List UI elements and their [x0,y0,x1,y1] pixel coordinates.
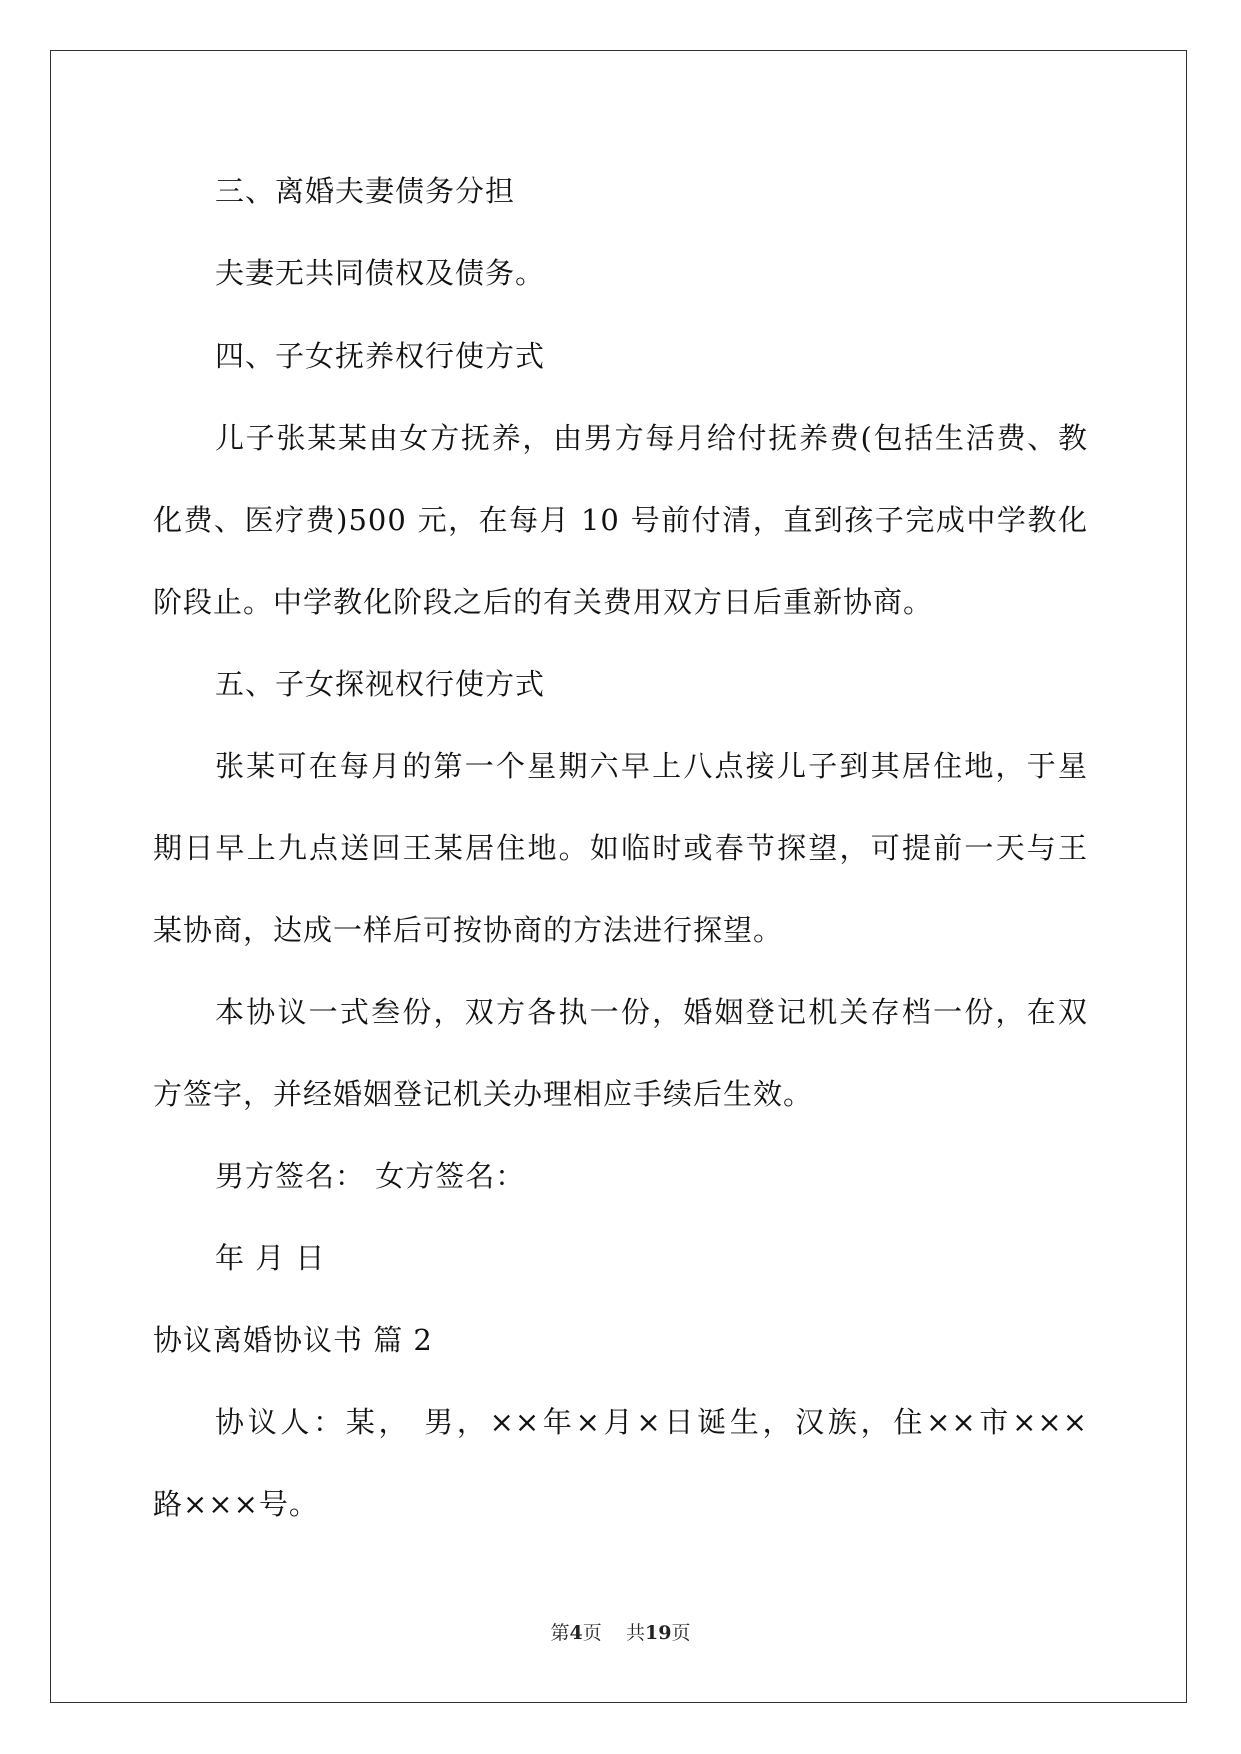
section-heading-debts: 三、离婚夫妻债务分担 [215,174,516,208]
paragraph-line: 张某可在每月的第一个星期六早上八点接儿子到其居住地，于星 [215,749,1088,783]
footer-prefix: 第 [550,1622,570,1644]
paragraph-line: 阶段止。中学教化阶段之后的有关费用双方日后重新协商。 [153,585,934,619]
paragraph-line: 方签字，并经婚姻登记机关办理相应手续后生效。 [153,1077,814,1111]
paragraph-line: 某协商，达成一样后可按协商的方法进行探望。 [153,913,784,947]
current-page-number: 4 [569,1622,583,1644]
page-footer [0,1621,1241,1645]
document-title-part-2: 协议离婚协议书 篇 2 [153,1323,433,1357]
section-heading-visitation: 五、子女探视权行使方式 [215,667,546,701]
paragraph-line: 协议人：某， 男，××年×月×日诞生，汉族，住××市××× [215,1405,1088,1439]
paragraph-line: 儿子张某某由女方抚养，由男方每月给付抚养费(包括生活费、教 [215,421,1088,455]
paragraph-line: 本协议一式叁份，双方各执一份，婚姻登记机关存档一份，在双 [215,995,1088,1029]
footer-total-prefix: 共 [625,1622,645,1644]
paragraph-line: 期日早上九点送回王某居住地。如临时或春节探望，可提前一天与王 [153,831,1088,865]
paragraph-line: 路×××号。 [153,1487,319,1521]
footer-page-word: 页 [582,1622,602,1644]
page-frame [50,50,1187,1703]
total-pages-number: 19 [644,1622,672,1644]
date-line: 年 月 日 [215,1241,326,1275]
section-heading-custody: 四、子女抚养权行使方式 [215,339,546,373]
paragraph-line: 化费、医疗费)500 元，在每月 10 号前付清，直到孩子完成中学教化 [153,503,1088,537]
signature-line: 男方签名： 女方签名： [215,1159,526,1193]
paragraph-line: 夫妻无共同债权及债务。 [215,256,546,290]
footer-total-suffix: 页 [671,1622,691,1644]
